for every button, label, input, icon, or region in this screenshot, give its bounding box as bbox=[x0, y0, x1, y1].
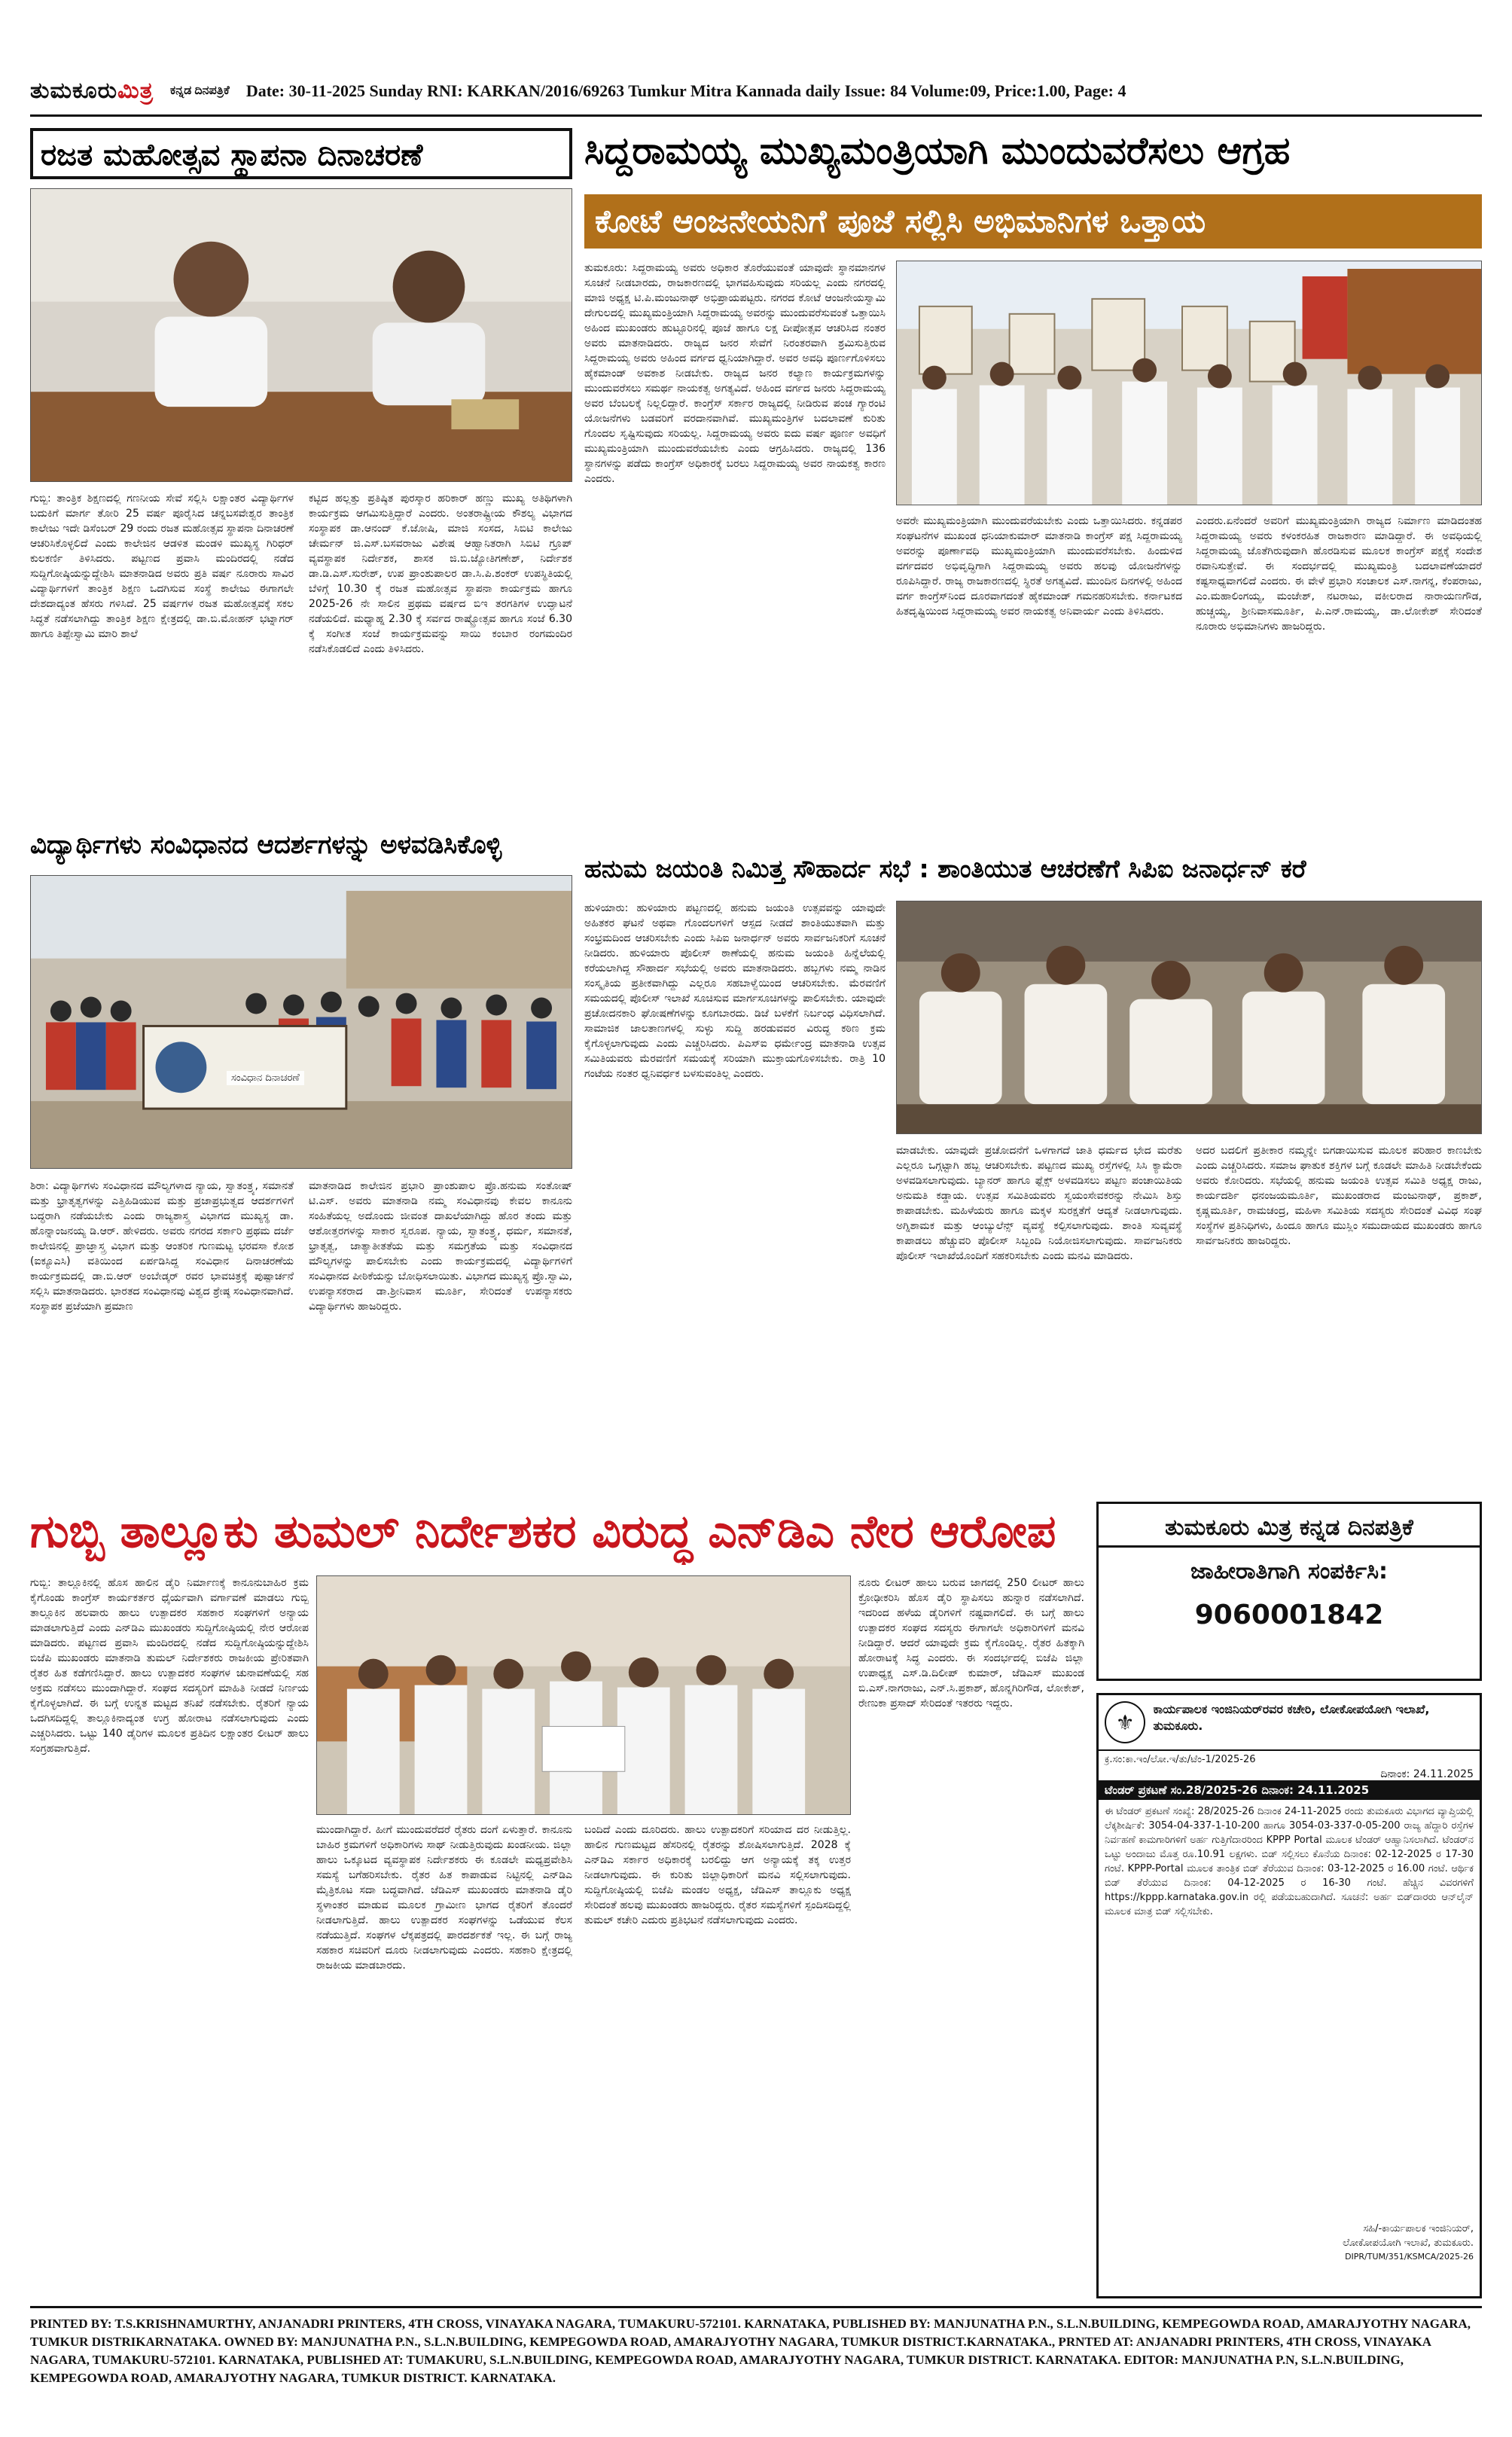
vidyarthi-text-col1: ಶಿರಾ: ವಿದ್ಯಾರ್ಥಿಗಳು ಸಂವಿಧಾನದ ಮೌಲ್ಯಗಳಾದ ನ್ಯಾಯ, ಸ್ವಾತಂತ್ರ್ಯ, ಸಮಾನತೆ ಮತ್ತು ಭ್ರಾತೃತ್ವಗಳನ್ನು ಎತ್ತಿಹಿಡಿಯುವ ಮತ್ತು ಪ್ರಜಾಪ್ರಭುತ್ವದ ಆದರ್ಶಗಳಿಗೆ ಬದ್ಧರಾಗಿ ನಡೆಯಬೇಕು ಎಂದು ರಾಜ್ಯಶಾಸ್ತ್ರ ವಿಭಾಗದ ಮುಖ್ಯಸ್ಥ ಡಾ. ಹೊನ್ನಾಂಜನಯ್ಯ ಡಿ.ಆರ್. ಹೇಳಿದರು. ಅವರು ನಗರದ ಸರ್ಕಾರಿ ಪ್ರಥಮ ದರ್ಜೆ ಕಾಲೇಜಿನಲ್ಲಿ ಪ್ರಾಜ್ಞಾಸ್ತ್ರ ವಿಭಾಗ ಮತ್ತು ಆಂತರಿಕ ಗುಣಮಟ್ಟ ಭರವಸಾ ಕೋಶ (ಐಕ್ಯೂಎಸಿ) ವತಿಯಿಂದ ಏರ್ಪಡಿಸಿದ್ದ ಸಂವಿಧಾನ ದಿನಾಚರಣೆಯ ಕಾರ್ಯಕ್ರಮದಲ್ಲಿ ಡಾ.ಬಿ.ಆರ್ ಅಂಬೇಡ್ಕರ್ ರವರ ಭಾವಚಿತ್ರಕ್ಕೆ ಪುಷ್ಪಾರ್ಚನೆ ಸಲ್ಲಿಸಿ ಮಾತನಾಡಿದರು. ಭಾರತದ ಸಂವಿಧಾನವು ವಿಶ್ವದ ಶ್ರೇಷ್ಠ ಸಂವಿಧಾನವಾಗಿದೆ. ಸಂಸ್ಥಾಪಕ ಪ್ರಜೆಯಾಗಿ ಪ್ರಮಾಣ bbox=[30, 1180, 294, 1313]
vidyarthi-text-col2: ಮಾತನಾಡಿದ ಕಾಲೇಜಿನ ಪ್ರಭಾರಿ ಪ್ರಾಂಶುಪಾಲ ಪ್ರೊ.ಹನುಮ ಸಂತೋಷ್ ಟಿ.ಎಸ್. ಅವರು ಮಾತನಾಡಿ ನಮ್ಮ ಸಂವಿಧಾನವು ಕೇವಲ ಕಾನೂನು ಸಂಹಿತೆಯಲ್ಲ ಅದೊಂದು ಜೀವಂತ ದಾಖಲೆಯಾಗಿದ್ದು ಹೊರ ತಂದು ಮತ್ತು ಆಶೋತ್ತರಗಳನ್ನು ಸಾಕಾರ ಸ್ವರೂಪ. ನ್ಯಾಯ, ಸ್ವಾತಂತ್ರ್ಯ, ಧರ್ಮ, ಸಮಾನತೆ, ಭ್ರಾತೃತ್ವ, ಜಾತ್ಯಾತೀತತೆಯ ಮತ್ತು ಸಮಗ್ರತೆಯ ಮತ್ತು ಸಂವಿಧಾನದ ಮೌಲ್ಯಗಳನ್ನು ಪಾಲಿಸಬೇಕು ಎಂದು ಕಾರ್ಯಕ್ರಮದಲ್ಲಿ ವಿದ್ಯಾರ್ಥಿಗಳಿಗೆ ಸಂವಿಧಾನದ ಪೀಠಿಕೆಯನ್ನು ಬೋಧಿಸಲಾಯಿತು. ವಿಭಾಗದ ಮುಖ್ಯಸ್ಥ ಪ್ರೊ.ಸ್ವಾಮಿ, ಉಪನ್ಯಾಸಕರಾದ ಡಾ.ಶ್ರೀನಿವಾಸ ಮೂರ್ತಿ, ಸೇರಿದಂತೆ ಉಪನ್ಯಾಸಕರು ವಿದ್ಯಾರ್ಥಿಗಳು ಹಾಜರಿದ್ದರು. bbox=[309, 1180, 572, 1313]
logo-subtitle: ಕನ್ನಡ ದಿನಪತ್ರಿಕೆ bbox=[169, 84, 230, 97]
siddaramaiah-text-col3: ಎಂದರು.ಏನೆಂದರೆ ಅವರಿಗೆ ಮುಖ್ಯಮಂತ್ರಿಯಾಗಿ ರಾಜ್ಯದ ನಿರ್ಮಾಣ ಮಾಡಿದಂತಹ ಸಿದ್ದರಾಮಯ್ಯ ಅವರು ಕಳಂಕರಹಿತ ರಾಜಕಾರಣ ಮಾಡಿದ್ದಾರೆ. ಈ ಅವಧಿಯಲ್ಲಿ ಸಿದ್ದರಾಮಯ್ಯ ಜೊತೆಗಿರುವುದಾಗಿ ಹೊರಡಿಸುವ ಮೂಲಕ ಕಾಂಗ್ರೆಸ್ ಪಕ್ಷಕ್ಕೆ ಸಂದೇಶ ರವಾನಿಸುತ್ತೇವೆ. ಈ ಸಂದರ್ಭದಲ್ಲಿ ಮುಖ್ಯಮಂತ್ರಿ ಬದಲಾವಣೆಯಾದರೆ ಕಷ್ಟಸಾಧ್ಯವಾಗಲಿದೆ ಎಂದರು. ಈ ವೇಳೆ ಪ್ರಭಾರಿ ಸಂಚಾಲಕ ಎಸ್.ನಾಗನ್ನ, ಕೆಂಪರಾಜು, ಎಂ.ಮಹಾಲಿಂಗಯ್ಯ, ಮಂಜೇಶ್, ನಟರಾಜು, ವಕೀಲರಾದ ನಾರಾಯಣಗೌಡ, ಹುಚ್ಚಯ್ಯ, ಶ್ರೀನಿವಾಸಮೂರ್ತಿ, ಪಿ.ಎನ್.ರಾಮಯ್ಯ, ಡಾ.ಲೋಕೇಶ್ ಸೇರಿದಂತೆ ನೂರಾರು ಅಭಿಮಾನಿಗಳು ಹಾಜರಿದ್ದರು. bbox=[1196, 515, 1482, 633]
notice-ref: ಕ್ರ.ಸಂ:ಕಾ.ಇಂ/ಲೋ.ಇ/ತು/ಟೆಂ-1/2025-26 bbox=[1105, 1754, 1256, 1765]
gubbi-text-col1: ಗುಬ್ಬಿ: ತಾಲ್ಲೂಕಿನಲ್ಲಿ ಹೊಸ ಹಾಲಿನ ಡೈರಿ ನಿರ್ಮಾಣಕ್ಕೆ ಕಾನೂನುಬಾಹಿರ ಕ್ರಮ ಕೈಗೊಂಡು ಕಾಂಗ್ರೆಸ್ ಕಾರ್ಯಕರ್ತರ ಧೈರ್ಯವಾಗಿ ವರ್ಗಾವಣೆ ಮಾಡಲು ಗುಬ್ಬಿ ತಾಲ್ಲೂಕಿನ ಹಲವಾರು ಹಾಲು ಉತ್ಪಾದಕರ ಸಹಕಾರ ಸಂಘಗಳಿಗೆ ಅನ್ಯಾಯ ಮಾಡಲಾಗುತ್ತಿದೆ ಎಂದು ಎನ್‌ಡಿಎ ಮುಖಂಡರು ಸುದ್ದಿಗೋಷ್ಠಿಯಲ್ಲಿ ನೇರ ಆರೋಪ ಮಾಡಿದರು. ಪಟ್ಟಣದ ಪ್ರವಾಸಿ ಮಂದಿರದಲ್ಲಿ ನಡೆದ ಸುದ್ದಿಗೋಷ್ಠಿಯನ್ನುದ್ದೇಶಿಸಿ ಬಿಜೆಪಿ ಮುಖಂಡರು ಮಾತನಾಡಿ ತುಮಲ್ ನಿರ್ದೇಶಕರು ರಾಜಕೀಯ ಪ್ರೇರಿತವಾಗಿ ರೈತರ ಹಿತ ಕಡೆಗಣಿಸಿದ್ದಾರೆ. ಹಾಲು ಉತ್ಪಾದಕರ ಸಂಘಗಳ ಚುನಾವಣೆಯಲ್ಲಿ ಸಹ ಅಕ್ರಮ ನಡೆಸಲು ಮುಂದಾಗಿದ್ದಾರೆ. ಸಂಘದ ಸದಸ್ಯರಿಗೆ ಮಾಹಿತಿ ನೀಡದೆ ನಿರ್ಣಯ ಕೈಗೊಳ್ಳಲಾಗಿದೆ. ಈ ಬಗ್ಗೆ ಉನ್ನತ ಮಟ್ಟದ ತನಿಖೆ ನಡೆಸಬೇಕು. ರೈತರಿಗೆ ನ್ಯಾಯ ಒದಗಿಸದಿದ್ದಲ್ಲಿ ತಾಲ್ಲೂಕಿನಾದ್ಯಂತ ಉಗ್ರ ಹೋರಾಟ ನಡೆಸಲಾಗುವುದು ಎಂದು ಎಚ್ಚರಿಸಿದರು. ಒಟ್ಟು 140 ಡೈರಿಗಳ ಮೂಲಕ ಪ್ರತಿದಿನ ಲಕ್ಷಾಂತರ ಲೀಟರ್ ಹಾಲು ಸಂಗ್ರಹವಾಗುತ್ತಿದೆ. bbox=[30, 1577, 309, 1755]
hanuma-text-col2: ಮಾಡಬೇಕು. ಯಾವುದೇ ಪ್ರಚೋದನೆಗೆ ಒಳಗಾಗದೆ ಜಾತಿ ಧರ್ಮದ ಭೇದ ಮರೆತು ಎಲ್ಲರೂ ಒಗ್ಗಟ್ಟಾಗಿ ಹಬ್ಬ ಆಚರಿಸಬೇಕು. ಪಟ್ಟಣದ ಮುಖ್ಯ ರಸ್ತೆಗಳಲ್ಲಿ ಸಿಸಿ ಕ್ಯಾಮೆರಾ ಅಳವಡಿಸಲಾಗುವುದು. ಬ್ಯಾನರ್ ಹಾಗೂ ಫ್ಲೆಕ್ಸ್ ಅಳವಡಿಸಲು ಪಟ್ಟಣ ಪಂಚಾಯಿತಿಯ ಅನುಮತಿ ಕಡ್ಡಾಯ. ಉತ್ಸವ ಸಮಿತಿಯವರು ಸ್ವಯಂಸೇವಕರನ್ನು ನೇಮಿಸಿ ಶಿಸ್ತು ಕಾಪಾಡಬೇಕು. ಮಹಿಳೆಯರು ಹಾಗೂ ಮಕ್ಕಳ ಸುರಕ್ಷತೆಗೆ ಆದ್ಯತೆ ನೀಡಲಾಗುವುದು. ಅಗ್ನಿಶಾಮಕ ಮತ್ತು ಆಂಬ್ಯುಲೆನ್ಸ್ ವ್ಯವಸ್ಥೆ ಕಲ್ಪಿಸಲಾಗುವುದು. ಶಾಂತಿ ಸುವ್ಯವಸ್ಥೆ ಕಾಪಾಡಲು ಹೆಚ್ಚುವರಿ ಪೊಲೀಸ್ ಸಿಬ್ಬಂದಿ ನಿಯೋಜಿಸಲಾಗುವುದು. ಸಾರ್ವಜನಿಕರು ಪೊಲೀಸ್ ಇಲಾಖೆಯೊಂದಿಗೆ ಸಹಕರಿಸಬೇಕು ಎಂದು ಮನವಿ ಮಾಡಿದರು. bbox=[896, 1145, 1182, 1262]
gubbi-headline: ಗುಬ್ಬಿ ತಾಲ್ಲೂಕು ತುಮಲ್ ನಿರ್ದೇಶಕರ ವಿರುದ್ಧ ಎನ್‌ಡಿಎ ನೇರ ಆರೋಪ bbox=[30, 1505, 1056, 1558]
ad-line2: ಜಾಹೀರಾತಿಗಾಗಿ ಸಂಪರ್ಕಿಸಿ: bbox=[1190, 1558, 1388, 1585]
students-rally-photo bbox=[30, 875, 572, 1169]
hanuma-text-col3: ಅದರ ಬದಲಿಗೆ ಪ್ರತೀಕಾರ ನಮ್ಮನ್ನೇ ಬಿಗಡಾಯಿಸುವ ಮೂಲಕ ಪರಿಹಾರ ಕಾಣಬೇಕು ಎಂದು ಎಚ್ಚರಿಸಿದರು. ಸಮಾಜ ಘಾತುಕ ಶಕ್ತಿಗಳ ಬಗ್ಗೆ ಕೂಡಲೇ ಮಾಹಿತಿ ನೀಡಬೇಕೆಂದು ಅವರು ಕೋರಿದರು. ಸಭೆಯಲ್ಲಿ ಹನುಮ ಜಯಂತಿ ಉತ್ಸವ ಸಮಿತಿ ಅಧ್ಯಕ್ಷ ರಾಜು, ಕಾರ್ಯದರ್ಶಿ ಧನಂಜಯಮೂರ್ತಿ, ಮುಖಂಡರಾದ ಮಂಜುನಾಥ್, ಪ್ರಕಾಶ್, ಕೃಷ್ಣಮೂರ್ತಿ, ರಾಮಚಂದ್ರ, ಮಹಿಳಾ ಸಮಿತಿಯ ಸದಸ್ಯರು ಸೇರಿದಂತೆ ವಿವಿಧ ಸಂಘ ಸಂಸ್ಥೆಗಳ ಪ್ರತಿನಿಧಿಗಳು, ಹಿಂದೂ ಹಾಗೂ ಮುಸ್ಲಿಂ ಸಮುದಾಯದ ಮುಖಂಡರು ಹಾಗೂ ಸಾರ್ವಜನಿಕರು ಹಾಜರಿದ್ದರು. bbox=[1196, 1145, 1482, 1247]
rajata-text-col1: ಗುಬ್ಬಿ: ತಾಂತ್ರಿಕ ಶಿಕ್ಷಣದಲ್ಲಿ ಗಣನೀಯ ಸೇವೆ ಸಲ್ಲಿಸಿ ಲಕ್ಷಾಂತರ ವಿದ್ಯಾರ್ಥಿಗಳ ಬದುಕಿಗೆ ಮಾರ್ಗ ತೋರಿ 25 ವರ್ಷ ಪೂರೈಸಿದ ಚನ್ನಬಸವೇಶ್ವರ ತಾಂತ್ರಿಕ ಕಾಲೇಜು ಇದೇ ಡಿಸೆಂಬರ್ 29 ರಂದು ರಜತ ಮಹೋತ್ಸವ ಸ್ಥಾಪನಾ ದಿನಾಚರಣೆ ಆಚರಿಸಿಕೊಳ್ಳಲಿದೆ ಎಂದು ಕಾಲೇಜಿನ ಆಡಳಿತ ಮಂಡಳಿ ಮುಖ್ಯಸ್ಥ ಗಿರಿಧರ್ ಕುಲಕರ್ಣಿ ತಿಳಿಸಿದರು. ಪಟ್ಟಣದ ಪ್ರವಾಸಿ ಮಂದಿರದಲ್ಲಿ ನಡೆದ ಸುದ್ದಿಗೋಷ್ಠಿಯನ್ನುದ್ದೇಶಿಸಿ ಮಾತನಾಡಿದ ಅವರು ಪ್ರತಿ ವರ್ಷ ನೂರಾರು ಸಾವಿರ ವಿದ್ಯಾರ್ಥಿಗಳಿಗೆ ತಾಂತ್ರಿಕ ಶಿಕ್ಷಣ ಒದಗಿಸುವ ಸಂಸ್ಥೆ ಕಾಲೇಜು ಈಗಾಗಲೇ ದೇಶದಾದ್ಯಂತ ಹೆಸರು ಗಳಿಸಿದೆ. 25 ವರ್ಷಗಳ ರಜತ ಮಹೋತ್ಸವಕ್ಕೆ ಸಕಲ ಸಿದ್ಧತೆ ನಡೆಸಲಾಗಿದ್ದು ತಾಂತ್ರಿಕ ಶಿಕ್ಷಣ ಕ್ಷೇತ್ರದಲ್ಲಿ ಡಾ.ಬಿ.ಮೋಹನ್ ಭಟ್ನಾಗರ್ ಹಾಗೂ ತಿಪ್ಪೇಸ್ವಾಮಿ ಮಾರಿ ಶಾಲೆ bbox=[30, 493, 294, 640]
notice-header bbox=[1099, 1695, 1480, 1751]
ad-phone: 9060001842 bbox=[1194, 1600, 1384, 1630]
siddaramaiah-text-col2: ಅವರೇ ಮುಖ್ಯಮಂತ್ರಿಯಾಗಿ ಮುಂದುವರೆಯಬೇಕು ಎಂದು ಒತ್ತಾಯಿಸಿದರು. ಕನ್ನಡಪರ ಸಂಘಟನೆಗಳ ಮುಖಂಡ ಧನಿಯಾಕುಮಾರ್ ಮಾತನಾಡಿ ಕಾಂಗ್ರೆಸ್ ಪಕ್ಷ ಸಿದ್ದರಾಮಯ್ಯ ಅವರನ್ನು ಪೂರ್ಣಾವಧಿ ಮುಖ್ಯಮಂತ್ರಿಯಾಗಿ ಮುಂದುವರೆಸಬೇಕು. ಹಿಂದುಳಿದ ವರ್ಗದವರ ಅಭಿವೃದ್ಧಿಗಾಗಿ ಸಿದ್ದರಾಮಯ್ಯ ಅವರು ಹಲವು ಯೋಜನೆಗಳನ್ನು ರೂಪಿಸಿದ್ದಾರೆ. ರಾಜ್ಯ ರಾಜಕಾರಣದಲ್ಲಿ ಸ್ಥಿರತೆ ಅಗತ್ಯವಿದೆ. ಮುಂದಿನ ದಿನಗಳಲ್ಲಿ ಅಹಿಂದ ವರ್ಗ ಕಾಂಗ್ರೆಸ್‌ನಿಂದ ದೂರವಾಗದಂತೆ ಹೈಕಮಾಂಡ್ ಗಮನಹರಿಸಬೇಕು. ಕರ್ನಾಟಕದ ಹಿತದೃಷ್ಟಿಯಿಂದ ಸಿದ್ದರಾಮಯ್ಯ ಅವರ ನಾಯಕತ್ವ ಅನಿವಾರ್ಯ ಎಂದು ತಿಳಿಸಿದರು. bbox=[896, 515, 1182, 618]
newspaper-logo bbox=[30, 78, 154, 104]
advertise-contact-box bbox=[1096, 1502, 1482, 1681]
gubbi-text-col3: ಬಂದಿದೆ ಎಂದು ದೂರಿದರು. ಹಾಲು ಉತ್ಪಾದಕರಿಗೆ ಸರಿಯಾದ ದರ ನೀಡುತ್ತಿಲ್ಲ. ಹಾಲಿನ ಗುಣಮಟ್ಟದ ಹೆಸರಿನಲ್ಲಿ ರೈತರನ್ನು ಶೋಷಿಸಲಾಗುತ್ತಿದೆ. 2028 ಕ್ಕೆ ಎನ್‌ಡಿಎ ಸರ್ಕಾರ ಅಧಿಕಾರಕ್ಕೆ ಬರಲಿದ್ದು ಆಗ ಅನ್ಯಾಯಕ್ಕೆ ತಕ್ಕ ಉತ್ತರ ನೀಡಲಾಗುವುದು. ಈ ಕುರಿತು ಜಿಲ್ಲಾಧಿಕಾರಿಗೆ ಮನವಿ ಸಲ್ಲಿಸಲಾಗುವುದು. ಸುದ್ದಿಗೋಷ್ಠಿಯಲ್ಲಿ ಬಿಜೆಪಿ ಮಂಡಲ ಅಧ್ಯಕ್ಷ, ಜೆಡಿಎಸ್ ತಾಲ್ಲೂಕು ಅಧ್ಯಕ್ಷ ಸೇರಿದಂತೆ ಹಲವು ಮುಖಂಡರು ಹಾಜರಿದ್ದರು. ರೈತರ ಸಮಸ್ಯೆಗಳಿಗೆ ಸ್ಪಂದಿಸದಿದ್ದಲ್ಲಿ ತುಮಲ್ ಕಚೇರಿ ಎದುರು ಪ್ರತಿಭಟನೆ ನಡೆಸಲಾಗುವುದು ಎಂದರು. bbox=[584, 1824, 851, 1926]
peace-meeting-photo bbox=[896, 901, 1482, 1134]
notice-sign-1: ಸಹಿ/-ಕಾರ್ಯಪಾಲಕ ಇಂಜಿನಿಯರ್, bbox=[1363, 2223, 1474, 2234]
rajata-text-col2: ಕಟ್ಟಿದ ಹಲ್ಲತ್ತು ಪ್ರತಿಷ್ಠಿತ ಪುರಸ್ಕಾರ ಹರಿಕಾರ್ ಹಣ್ಣು ಮುಖ್ಯ ಅತಿಥಿಗಳಾಗಿ ಕಾರ್ಯಕ್ರಮ ಆಗಮಿಸುತ್ತಿದ್ದಾರೆ ಎಂದರು. ಅಂತರಾಷ್ಟ್ರೀಯ ಕೌಶಲ್ಯ ವಿಭಾಗದ ಸಂಸ್ಥಾಪಕ ಡಾ.ಆನಂದ್ ಕೆ.ಜೋಷಿ, ಮಾಜಿ ಸಂಸದ, ಸಿಬಿಟಿ ಕಾಲೇಜು ಚೇರ್ಮನ್ ಜಿ.ಎಸ್.ಬಸವರಾಜು ವಿಶೇಷ ಆಹ್ವಾನಿತರಾಗಿ ಸಿಬಿಟಿ ಗ್ರೂಪ್ ವ್ಯವಸ್ಥಾಪಕ ನಿರ್ದೇಶಕ, ಶಾಸಕ ಜಿ.ಬಿ.ಜ್ಯೋತಿಗಣೇಶ್, ನಿರ್ದೇಶಕ ಡಾ.ಡಿ.ಎಸ್.ಸುರೇಶ್, ಉಪ ಪ್ರಾಂಶುಪಾಲರ ಡಾ.ಸಿ.ಪಿ.ಶಂಕರ್ ಉಪಸ್ಥಿತಿಯಲ್ಲಿ ಬೆಳಿಗ್ಗೆ 10.30 ಕ್ಕೆ ರಜತ ಮಹೋತ್ಸವ ಸ್ಥಾಪನಾ ಕಾರ್ಯಕ್ರಮ ಹಾಗೂ 2025-26 ನೇ ಸಾಲಿನ ಪ್ರಥಮ ವರ್ಷದ ಬಿಇ ತರಗತಿಗಳ ಉದ್ಘಾಟನೆ ನಡೆಯಲಿದೆ. ಮಧ್ಯಾಹ್ನ 2.30 ಕ್ಕೆ ಸರ್ವದ ರಾಷ್ಟ್ರೋತ್ಸವ ಹಾಗೂ ಸಂಜೆ 6.30 ಕ್ಕೆ ಸಂಗೀತ ಸಂಜೆ ಕಾರ್ಯಕ್ರಮವನ್ನು ಸಾಯಿ ಕಂಬಾರ ರಂಗಮಂದಿರ ನಡೆಸಿಕೊಡಲಿದೆ ಎಂದು ತಿಳಿಸಿದರು. bbox=[309, 493, 572, 655]
gubbi-text-col4: ನೂರು ಲೀಟರ್ ಹಾಲು ಬರುವ ಜಾಗದಲ್ಲಿ 250 ಲೀಟರ್ ಹಾಲು ಕ್ರೋಢೀಕರಿಸಿ ಹೊಸ ಡೈರಿ ಸ್ಥಾಪಿಸಲು ಹುನ್ನಾರ ನಡೆಸಲಾಗಿದೆ. ಇದರಿಂದ ಹಳೆಯ ಡೈರಿಗಳಿಗೆ ನಷ್ಟವಾಗಲಿದೆ. ಈ ಬಗ್ಗೆ ಹಾಲು ಉತ್ಪಾದಕರ ಸಂಘದ ಸದಸ್ಯರು ಈಗಾಗಲೇ ಅಧಿಕಾರಿಗಳಿಗೆ ಮನವಿ ನೀಡಿದ್ದಾರೆ. ಆದರೆ ಯಾವುದೇ ಕ್ರಮ ಕೈಗೊಂಡಿಲ್ಲ. ರೈತರ ಹಿತಕ್ಕಾಗಿ ಹೋರಾಟಕ್ಕೆ ಸಿದ್ಧ ಎಂದರು. ಈ ಸಂದರ್ಭದಲ್ಲಿ ಬಿಜೆಪಿ ಜಿಲ್ಲಾ ಉಪಾಧ್ಯಕ್ಷ ಎಸ್.ಡಿ.ದಿಲೀಪ್ ಕುಮಾರ್, ಜೆಡಿಎಸ್ ಮುಖಂಡ ಬಿ.ಎಸ್.ನಾಗರಾಜು, ಎನ್.ಸಿ.ಪ್ರಕಾಶ್, ಹೊನ್ನಗಿರಿಗೌಡ, ಲೋಕೇಶ್, ರೇಣುಕಾ ಪ್ರಸಾದ್ ಸೇರಿದಂತೆ ಇತರರು ಇದ್ದರು. bbox=[858, 1577, 1084, 1710]
hanuma-headline: ಹನುಮ ಜಯಂತಿ ನಿಮಿತ್ತ ಸೌಹಾರ್ದ ಸಭೆ : ಶಾಂತಿಯುತ ಆಚರಣೆಗೆ ಸಿಪಿಐ ಜನಾರ್ಧನ್ ಕರೆ bbox=[584, 854, 1306, 883]
notice-sign-2: ಲೋಕೋಪಯೋಗಿ ಇಲಾಖೆ, ತುಮಕೂರು. bbox=[1343, 2237, 1474, 2249]
notice-dipr-code: DIPR/TUM/351/KSMCA/2025-26 bbox=[1345, 2252, 1474, 2262]
masthead bbox=[30, 74, 1482, 108]
government-emblem-icon: ⚜ bbox=[1105, 1701, 1145, 1743]
masthead-divider bbox=[30, 114, 1482, 117]
logo-accent: ಮಿತ್ರ bbox=[117, 78, 154, 103]
print-imprint: PRINTED BY: T.S.KRISHNAMURTHY, ANJANADRI PRINTERS, 4TH CROSS, VINAYAKA NAGARA, TUMAKURU-572101. KARNATAKA, PUBLISHED BY: MANJUNATHA P.N., S.L.N.BUILDING, KEMPEGOWDA ROAD, AMARAJYOTHY NAGARA, TUMKUR DISTRIKARNATAKA. OWNED BY: MANJUNATHA P.N., S.L.N.BUILDING, KEMPEGOWDA ROAD, AMARAJYOTHY NAGARA, TUMKUR DISTRICT.KARNATAKA., PRNTED AT: ANJANADRI PRINTERS, 4TH CROSS, VINAYAKA NAGARA, TUMAKURU-572101. KARNATAKA, PUBLISHED AT: TUMAKURU, S.L.N.BUILDING, KEMPEGOWDA ROAD, AMARAJYOTHY NAGARA, TUMKUR DISTRICT. KARNATAKA. EDITOR: MANJUNATHA P.N, S.L.N.BUILDING, KEMPEGOWDA ROAD, AMARAJYOTHY NAGARA, TUMKUR DISTRICT. KARNATAKA. bbox=[30, 2317, 1471, 2385]
gubbi-text-col2: ಮುಂದಾಗಿದ್ದಾರೆ. ಹೀಗೆ ಮುಂದುವರೆದರೆ ರೈತರು ದಂಗೆ ಏಳುತ್ತಾರೆ. ಕಾನೂನು ಬಾಹಿರ ಕ್ರಮಗಳಿಗೆ ಅಧಿಕಾರಿಗಳು ಸಾಥ್ ನೀಡುತ್ತಿರುವುದು ಖಂಡನೀಯ. ಜಿಲ್ಲಾ ಹಾಲು ಒಕ್ಕೂಟದ ವ್ಯವಸ್ಥಾಪಕ ನಿರ್ದೇಶಕರು ಈ ಕೂಡಲೇ ಮಧ್ಯಪ್ರವೇಶಿಸಿ ಸಮಸ್ಯೆ ಬಗೆಹರಿಸಬೇಕು. ರೈತರ ಹಿತ ಕಾಪಾಡುವ ನಿಟ್ಟಿನಲ್ಲಿ ಎನ್‌ಡಿಎ ಮೈತ್ರಿಕೂಟ ಸದಾ ಬದ್ಧವಾಗಿದೆ. ಜೆಡಿಎಸ್ ಮುಖಂಡರು ಮಾತನಾಡಿ ಡೈರಿ ಸ್ಥಳಾಂತರ ಮಾಡುವ ಮೂಲಕ ಗ್ರಾಮೀಣ ಭಾಗದ ರೈತರಿಗೆ ತೊಂದರೆ ನೀಡಲಾಗುತ್ತಿದೆ. ಹಾಲು ಉತ್ಪಾದಕರ ಸಂಘಗಳನ್ನು ಒಡೆಯುವ ಕೆಲಸ ನಡೆಯುತ್ತಿದೆ. ಸಂಘಗಳ ಲೆಕ್ಕಪತ್ರದಲ್ಲಿ ಪಾರದರ್ಶಕತೆ ಇಲ್ಲ. ಈ ಬಗ್ಗೆ ರಾಜ್ಯ ಸಹಕಾರ ಸಚಿವರಿಗೆ ದೂರು ನೀಡಲಾಗುವುದು ಎಂದರು. ಸಹಕಾರಿ ಕ್ಷೇತ್ರದಲ್ಲಿ ರಾಜಕೀಯ ಮಾಡಬಾರದು. bbox=[316, 1824, 572, 1972]
vidyarthi-headline: ವಿದ್ಯಾರ್ಥಿಗಳು ಸಂವಿಧಾನದ ಆದರ್ಶಗಳನ್ನು ಅಳವಡಿಸಿಕೊಳ್ಳಿ bbox=[30, 830, 502, 860]
ad-title: ತುಮಕೂರು ಮಿತ್ರ ಕನ್ನಡ ದಿನಪತ್ರಿಕೆ bbox=[1099, 1504, 1480, 1548]
hanuma-text-col1: ಹುಳಿಯಾರು: ಹುಳಿಯಾರು ಪಟ್ಟಣದಲ್ಲಿ ಹನುಮ ಜಯಂತಿ ಉತ್ಸವವನ್ನು ಯಾವುದೇ ಅಹಿತಕರ ಘಟನೆ ಅಥವಾ ಗೊಂದಲಗಳಿಗೆ ಆಸ್ಪದ ನೀಡದೆ ಶಾಂತಿಯುತವಾಗಿ ಮತ್ತು ಸಂಭ್ರಮದಿಂದ ಆಚರಿಸಬೇಕು ಎಂದು ಸಿಪಿಐ ಜನಾರ್ಧನ್ ಅವರು ಸಾರ್ವಜನಿಕರಿಗೆ ಸೂಚನೆ ನೀಡಿದರು. ಹುಳಿಯಾರು ಪೊಲೀಸ್ ಠಾಣೆಯಲ್ಲಿ ಹನುಮ ಜಯಂತಿ ಹಿನ್ನೆಲೆಯಲ್ಲಿ ಕರೆಯಲಾಗಿದ್ದ ಸೌಹಾರ್ದ ಸಭೆಯಲ್ಲಿ ಅವರು ಮಾತನಾಡಿದರು. ಹಬ್ಬಗಳು ನಮ್ಮ ನಾಡಿನ ಸಂಸ್ಕೃತಿಯ ಪ್ರತೀಕವಾಗಿದ್ದು ಎಲ್ಲರೂ ಸಹಬಾಳ್ವೆಯಿಂದ ಆಚರಿಸಬೇಕು. ಮೆರವಣಿಗೆ ಸಮಯದಲ್ಲಿ ಪೊಲೀಸ್ ಇಲಾಖೆ ಸೂಚಿಸುವ ಮಾರ್ಗಸೂಚಿಗಳನ್ನು ಪಾಲಿಸಬೇಕು. ಯಾವುದೇ ಪ್ರಚೋದನಕಾರಿ ಘೋಷಣೆಗಳನ್ನು ಕೂಗಬಾರದು. ಡಿಜೆ ಬಳಕೆಗೆ ನಿರ್ಬಂಧ ವಿಧಿಸಲಾಗಿದೆ. ಸಾಮಾಜಿಕ ಜಾಲತಾಣಗಳಲ್ಲಿ ಸುಳ್ಳು ಸುದ್ದಿ ಹರಡುವವರ ವಿರುದ್ಧ ಕಠಿಣ ಕ್ರಮ ಕೈಗೊಳ್ಳಲಾಗುವುದು ಎಂದು ಎಚ್ಚರಿಸಿದರು. ಪಿಎಸ್ಐ ಧರ್ಮೇಂದ್ರ ಮಾತನಾಡಿ ಉತ್ಸವ ಸಮಿತಿಯವರು ಮೆರವಣಿಗೆ ಸಮಯಕ್ಕೆ ಸರಿಯಾಗಿ ಮುಕ್ತಾಯಗೊಳಿಸಬೇಕು. ರಾತ್ರಿ 10 ಗಂಟೆಯ ನಂತರ ಧ್ವನಿವರ್ಧಕ ಬಳಸುವಂತಿಲ್ಲ ಎಂದರು. bbox=[584, 902, 886, 1080]
notice-office: ಕಾರ್ಯಪಾಲಕ ಇಂಜಿನಿಯರ್‌ರವರ ಕಚೇರಿ, ಲೋಕೋಪಯೋಗಿ ಇಲಾಖೆ, ತುಮಕೂರು. bbox=[1153, 1702, 1430, 1733]
press-meet-group-photo bbox=[316, 1575, 851, 1815]
rajata-press-photo bbox=[30, 188, 572, 482]
rally-banner-text: ಸಂವಿಧಾನ ದಿನಾಚರಣೆ bbox=[227, 1071, 304, 1085]
siddaramaiah-headline: ಸಿದ್ದರಾಮಯ್ಯ ಮುಖ್ಯಮಂತ್ರಿಯಾಗಿ ಮುಂದುವರೆಸಲು ಆಗ್ರಹ bbox=[584, 129, 1291, 172]
footer-divider bbox=[30, 2306, 1482, 2308]
notice-body: ಈ ಟೆಂಡರ್ ಪ್ರಕಟಣೆ ಸಂಖ್ಯೆ: 28/2025-26 ದಿನಾಂಕ 24-11-2025 ರಂದು ತುಮಕೂರು ವಿಭಾಗದ ವ್ಯಾಪ್ತಿಯಲ್ಲಿ ಲೆಕ್ಕಶೀರ್ಷಿಕೆ: 3054-04-337-1-10-200 ಹಾಗೂ 3054-03-337-0-05-200 ರಾಜ್ಯ ಹೆದ್ದಾರಿ ರಸ್ತೆಗಳ ನಿರ್ವಹಣೆ ಕಾಮಗಾರಿಗಳಿಗೆ ಅರ್ಹ ಗುತ್ತಿಗೆದಾರರಿಂದ KPPP Portal ಮೂಲಕ ಟೆಂಡರ್ ಆಹ್ವಾನಿಸಲಾಗಿದೆ. ಟೆಂಡರ್‌ನ ಒಟ್ಟು ಅಂದಾಜು ಮೊತ್ತ ರೂ.10.91 ಲಕ್ಷಗಳು. ಬಿಡ್ ಸಲ್ಲಿಸಲು ಕೊನೆಯ ದಿನಾಂಕ: 02-12-2025 ರ 17-30 ಗಂಟೆ. KPPP-Portal ಮೂಲಕ ತಾಂತ್ರಿಕ ಬಿಡ್ ತೆರೆಯುವ ದಿನಾಂಕ: 03-12-2025 ರ 16.00 ಗಂಟೆ. ಆರ್ಥಿಕ ಬಿಡ್ ತೆರೆಯುವ ದಿನಾಂಕ: 04-12-2025 ರ 16-30 ಗಂಟೆ. ಹೆಚ್ಚಿನ ವಿವರಗಳಿಗೆ https://kppp.karnataka.gov.in ರಲ್ಲಿ ಪಡೆಯಬಹುದಾಗಿದೆ. ಸೂಚನೆ: ಅರ್ಹ ಬಿಡ್‌ದಾರರು ಆನ್‌ಲೈನ್ ಮೂಲಕ ಮಾತ್ರ ಬಿಡ್ ಸಲ್ಲಿಸಬೇಕು. bbox=[1105, 1806, 1474, 1917]
rajata-headline: ರಜತ ಮಹೋತ್ಸವ ಸ್ಥಾಪನಾ ದಿನಾಚರಣೆ bbox=[30, 128, 572, 179]
supporters-rally-photo bbox=[896, 261, 1482, 505]
siddaramaiah-subhead: ಕೋಟೆ ಆಂಜನೇಯನಿಗೆ ಪೂಜೆ ಸಲ್ಲಿಸಿ ಅಭಿಮಾನಿಗಳ ಒತ್ತಾಯ bbox=[584, 194, 1482, 249]
notice-date: ದಿನಾಂಕ: 24.11.2025 bbox=[1380, 1768, 1474, 1780]
notice-band: ಟೆಂಡರ್ ಪ್ರಕಟಣೆ ಸಂ.28/2025-26 ದಿನಾಂಕ: 24.11.2025 bbox=[1099, 1780, 1480, 1800]
siddaramaiah-text-col1: ತುಮಕೂರು: ಸಿದ್ದರಾಮಯ್ಯ ಅವರು ಅಧಿಕಾರ ತೊರೆಯುವಂತೆ ಯಾವುದೇ ಸ್ಥಾನಮಾನಗಳ ಸೂಚನೆ ನೀಡಬಾರದು, ರಾಜಕಾರಣದಲ್ಲಿ ಭಾಗವಹಿಸುವುದು ಸರಿಯಲ್ಲ ಎಂದು ನಗರದಲ್ಲಿ ಮಾಜಿ ಅಧ್ಯಕ್ಷ ಟಿ.ಪಿ.ಮಂಜುನಾಥ್ ಅಭಿಪ್ರಾಯಪಟ್ಟರು. ನಗರದ ಕೋಟೆ ಆಂಜನೇಯಸ್ವಾಮಿ ದೇಗುಲದಲ್ಲಿ ಮುಖ್ಯಮಂತ್ರಿಯಾಗಿ ಸಿದ್ದರಾಮಯ್ಯ ಅವರನ್ನು ಮುಂದುವರೆಸುವಂತೆ ಒತ್ತಾಯಿಸಿ ಅಹಿಂದ ಮುಖಂಡರು ಹುಟ್ಟೂರಿನಲ್ಲಿ ಪೂಜೆ ಹಾಗೂ ಲಕ್ಷ ದೀಪೋತ್ಸವ ಆಚರಿಸಿದ ನಂತರ ಅವರು ಮಾತನಾಡಿದರು. ರಾಜ್ಯದ ಜನರ ಸೇವೆಗೆ ನಿರಂತರವಾಗಿ ಶ್ರಮಿಸುತ್ತಿರುವ ಸಿದ್ದರಾಮಯ್ಯ ಅವರು ಅಹಿಂದ ವರ್ಗದ ಧ್ವನಿಯಾಗಿದ್ದಾರೆ. ಅವರ ಅವಧಿ ಪೂರ್ಣಗೊಳಿಸಲು ಹೈಕಮಾಂಡ್ ಅವಕಾಶ ನೀಡಬೇಕು. ರಾಜ್ಯದ ಜನರ ಕಲ್ಯಾಣ ಕಾರ್ಯಕ್ರಮಗಳನ್ನು ಮುಂದುವರೆಸಲು ಸಮರ್ಥ ನಾಯಕತ್ವ ಅಗತ್ಯವಿದೆ. ಅಹಿಂದ ವರ್ಗದ ಜನರು ಸಿದ್ದರಾಮಯ್ಯ ಅವರ ಬೆಂಬಲಕ್ಕೆ ನಿಲ್ಲಲಿದ್ದಾರೆ. ಕಾಂಗ್ರೆಸ್ ಸರ್ಕಾರ ರಾಜ್ಯದಲ್ಲಿ ನೀಡಿರುವ ಪಂಚ ಗ್ಯಾರಂಟಿ ಯೋಜನೆಗಳು ಬಡವರಿಗೆ ವರದಾನವಾಗಿವೆ. ಮುಖ್ಯಮಂತ್ರಿಗಳ ಬದಲಾವಣೆ ಕುರಿತು ಗೊಂದಲ ಸೃಷ್ಟಿಸುವುದು ಸರಿಯಲ್ಲ. ಸಿದ್ದರಾಮಯ್ಯ ಅವರು ಐದು ವರ್ಷ ಪೂರ್ಣ ಅವಧಿಗೆ ಮುಖ್ಯಮಂತ್ರಿಯಾಗಿ ಮುಂದುವರೆಯಬೇಕು ಎಂದು ಆಗ್ರಹಿಸಿದರು. ರಾಜ್ಯದಲ್ಲಿ 136 ಸ್ಥಾನಗಳನ್ನು ಪಡೆದು ಕಾಂಗ್ರೆಸ್ ಅಧಿಕಾರಕ್ಕೆ ಬರಲು ಸಿದ್ದರಾಮಯ್ಯ ಅವರ ನಾಯಕತ್ವ ಕಾರಣ ಎಂದರು. bbox=[584, 262, 886, 485]
logo-main: ತುಮಕೂರು bbox=[30, 78, 118, 103]
tender-notice bbox=[1096, 1693, 1482, 2298]
issue-info: Date: 30-11-2025 Sunday RNI: KARKAN/2016/69263 Tumkur Mitra Kannada daily Issue: 84 Volume:09, Price:1.00, Page: 4 bbox=[245, 81, 1126, 100]
